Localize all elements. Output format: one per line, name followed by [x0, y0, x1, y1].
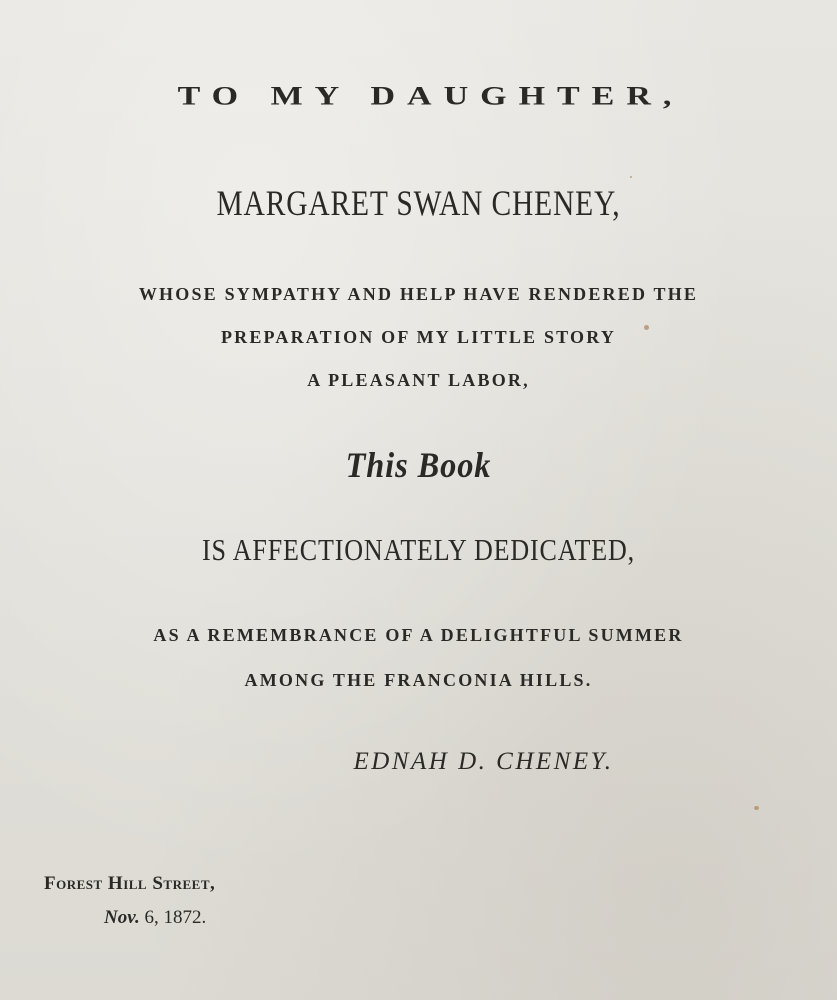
date-month: Nov.: [104, 907, 140, 928]
date-day-year: 6, 1872.: [139, 907, 207, 928]
date-line: [104, 907, 206, 929]
paper-speck: [644, 325, 649, 330]
paper-speck: [754, 806, 759, 810]
dedication-line-4: AS A REMEMBRANCE OF A DELIGHTFUL SUMMER: [153, 625, 684, 645]
dedication-line-3: A PLEASANT LABOR,: [307, 370, 530, 390]
affectionately-dedicated: IS AFFECTIONATELY DEDICATED,: [202, 532, 635, 567]
dedication-line-1: WHOSE SYMPATHY AND HELP HAVE RENDERED THE: [138, 284, 699, 304]
place-line: Forest Hill Street,: [44, 873, 216, 894]
dedication-line-2: PREPARATION OF MY LITTLE STORY: [220, 327, 617, 347]
this-book-heading: This Book: [345, 445, 492, 485]
dedication-heading: TO MY DAUGHTER,: [177, 82, 684, 111]
author-signature: EDNAH D. CHENEY.: [353, 748, 614, 775]
dedicatee-name: MARGARET SWAN CHENEY,: [216, 183, 621, 223]
dedication-line-5: AMONG THE FRANCONIA HILLS.: [244, 670, 593, 690]
paper-speck: [630, 176, 632, 178]
